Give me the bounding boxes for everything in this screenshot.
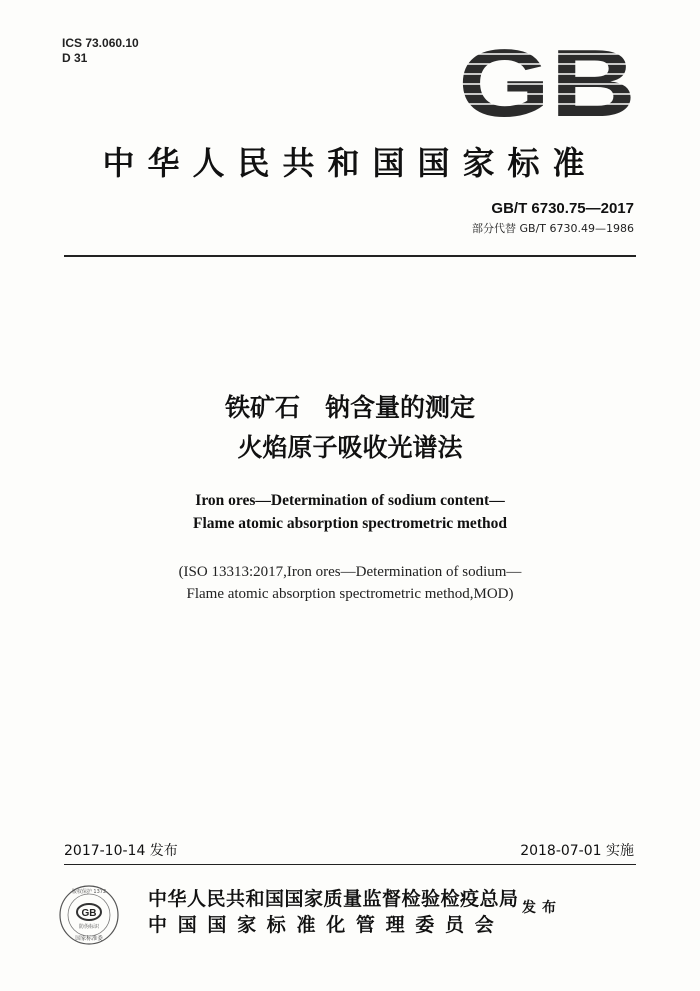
publish-label: 发布 <box>522 900 562 916</box>
issuer-aqsiq: 中华人民共和国国家质量监督检验检疫总局 <box>148 888 519 910</box>
standard-number: GB/T 6730.75—2017 <box>491 200 634 217</box>
anti-counterfeit-seal-icon <box>58 884 120 946</box>
implementation-date: 2018-07-01 实施 <box>520 843 634 859</box>
header-divider <box>64 255 636 257</box>
gb-logo <box>455 40 640 124</box>
issuer-sac: 中国国家标准化管理委员会 <box>148 914 505 936</box>
chinese-title-line-1: 铁矿石 钠含量的测定 <box>224 393 475 422</box>
seal-bottom-text: 国家标准委 <box>75 936 103 942</box>
iso-reference-line-1: (ISO 13313:2017,Iron ores—Determination of sodium— <box>178 564 522 580</box>
ccs-code: D 31 <box>62 51 88 65</box>
svg-text:GB: GB <box>81 908 97 919</box>
national-standard-title: 中华人民共和国国家标准 <box>102 144 598 182</box>
iso-reference-line-2: Flame atomic absorption spectrometric method,MOD) <box>186 586 514 602</box>
seal-inner-text: 防伪标识 <box>78 924 100 930</box>
replaces-note: 部分代替 GB/T 6730.49—1986 <box>472 222 634 235</box>
ics-code: ICS 73.060.10 <box>62 36 139 50</box>
classification-codes <box>62 36 139 66</box>
english-title-line-2: Flame atomic absorption spectrometric method <box>193 515 507 532</box>
seal-outer-text: 版权保护 1372 <box>71 889 107 895</box>
issue-date: 2017-10-14 发布 <box>64 843 178 859</box>
footer-divider <box>64 864 636 865</box>
chinese-title-line-2: 火焰原子吸收光谱法 <box>237 433 463 462</box>
english-title-line-1: Iron ores—Determination of sodium content— <box>195 492 505 509</box>
gb-logo-text: GB <box>458 40 636 124</box>
